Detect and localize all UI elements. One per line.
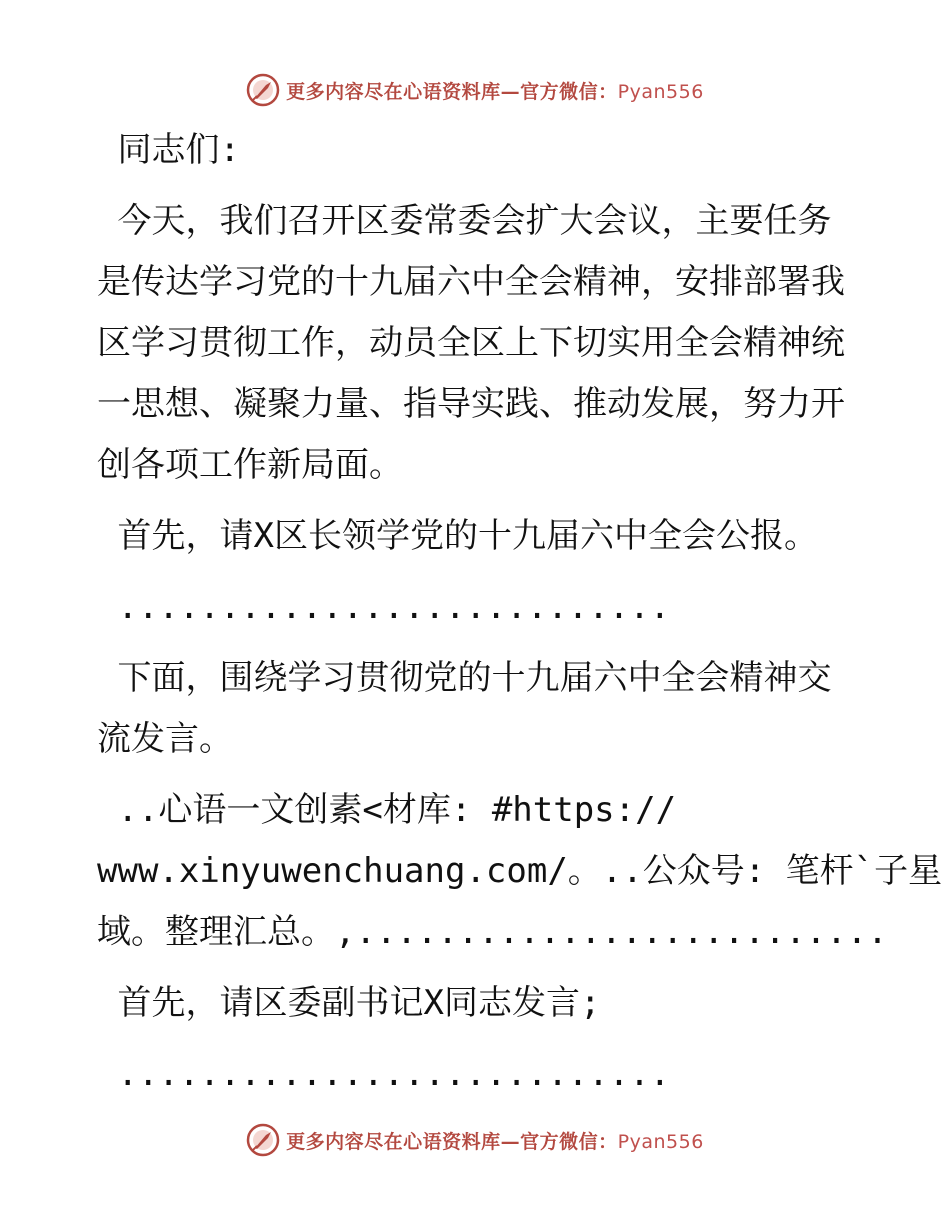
text-line: 是传达学习党的十九届六中全会精神，安排部署我 — [97, 262, 845, 302]
dotted-separator: ........................... — [97, 587, 671, 627]
text-line: 域。整理汇总。,.......................... — [97, 912, 888, 952]
banner-text: 更多内容尽在心语资料库—官方微信： — [286, 1130, 618, 1153]
paragraph-second-speaker: 首先，请区委副书记X同志发言; — [97, 983, 601, 1023]
pen-nib-logo-icon — [246, 1123, 280, 1157]
text-line: 区学习贯彻工作，动员全区上下切实用全会精神统 — [97, 323, 845, 363]
paragraph-opening — [97, 191, 857, 496]
header-watermark-banner — [0, 70, 950, 110]
banner-wechat-id: Pyan556 — [617, 1130, 704, 1153]
paragraph-source-note — [97, 780, 943, 963]
text-line: 下面，围绕学习贯彻党的十九届六中全会精神交 — [97, 658, 832, 698]
text-line: 创各项工作新局面。 — [97, 445, 403, 485]
pen-nib-logo-icon — [246, 73, 280, 107]
footer-watermark-banner — [0, 1120, 950, 1160]
banner-text: 更多内容尽在心语资料库—官方微信： — [286, 80, 618, 103]
text-line: www.xinyuwenchuang.com/。..公众号: 笔杆`子星 — [97, 851, 943, 891]
document-body — [97, 120, 943, 1105]
paragraph-exchange — [97, 648, 857, 770]
greeting: 同志们: — [97, 130, 240, 170]
text-line: 流发言。 — [97, 719, 233, 759]
banner-wechat-id: Pyan556 — [617, 80, 704, 103]
dotted-separator: ........................... — [97, 1054, 671, 1094]
text-line: ..心语一文创素<材库: #https:// — [97, 790, 677, 830]
text-line: 一思想、凝聚力量、指导实践、推动发展，努力开 — [97, 384, 845, 424]
paragraph-first-speaker: 首先，请X区长领学党的十九届六中全会公报。 — [97, 516, 818, 556]
text-line: 今天，我们召开区委常委会扩大会议，主要任务 — [97, 201, 832, 241]
